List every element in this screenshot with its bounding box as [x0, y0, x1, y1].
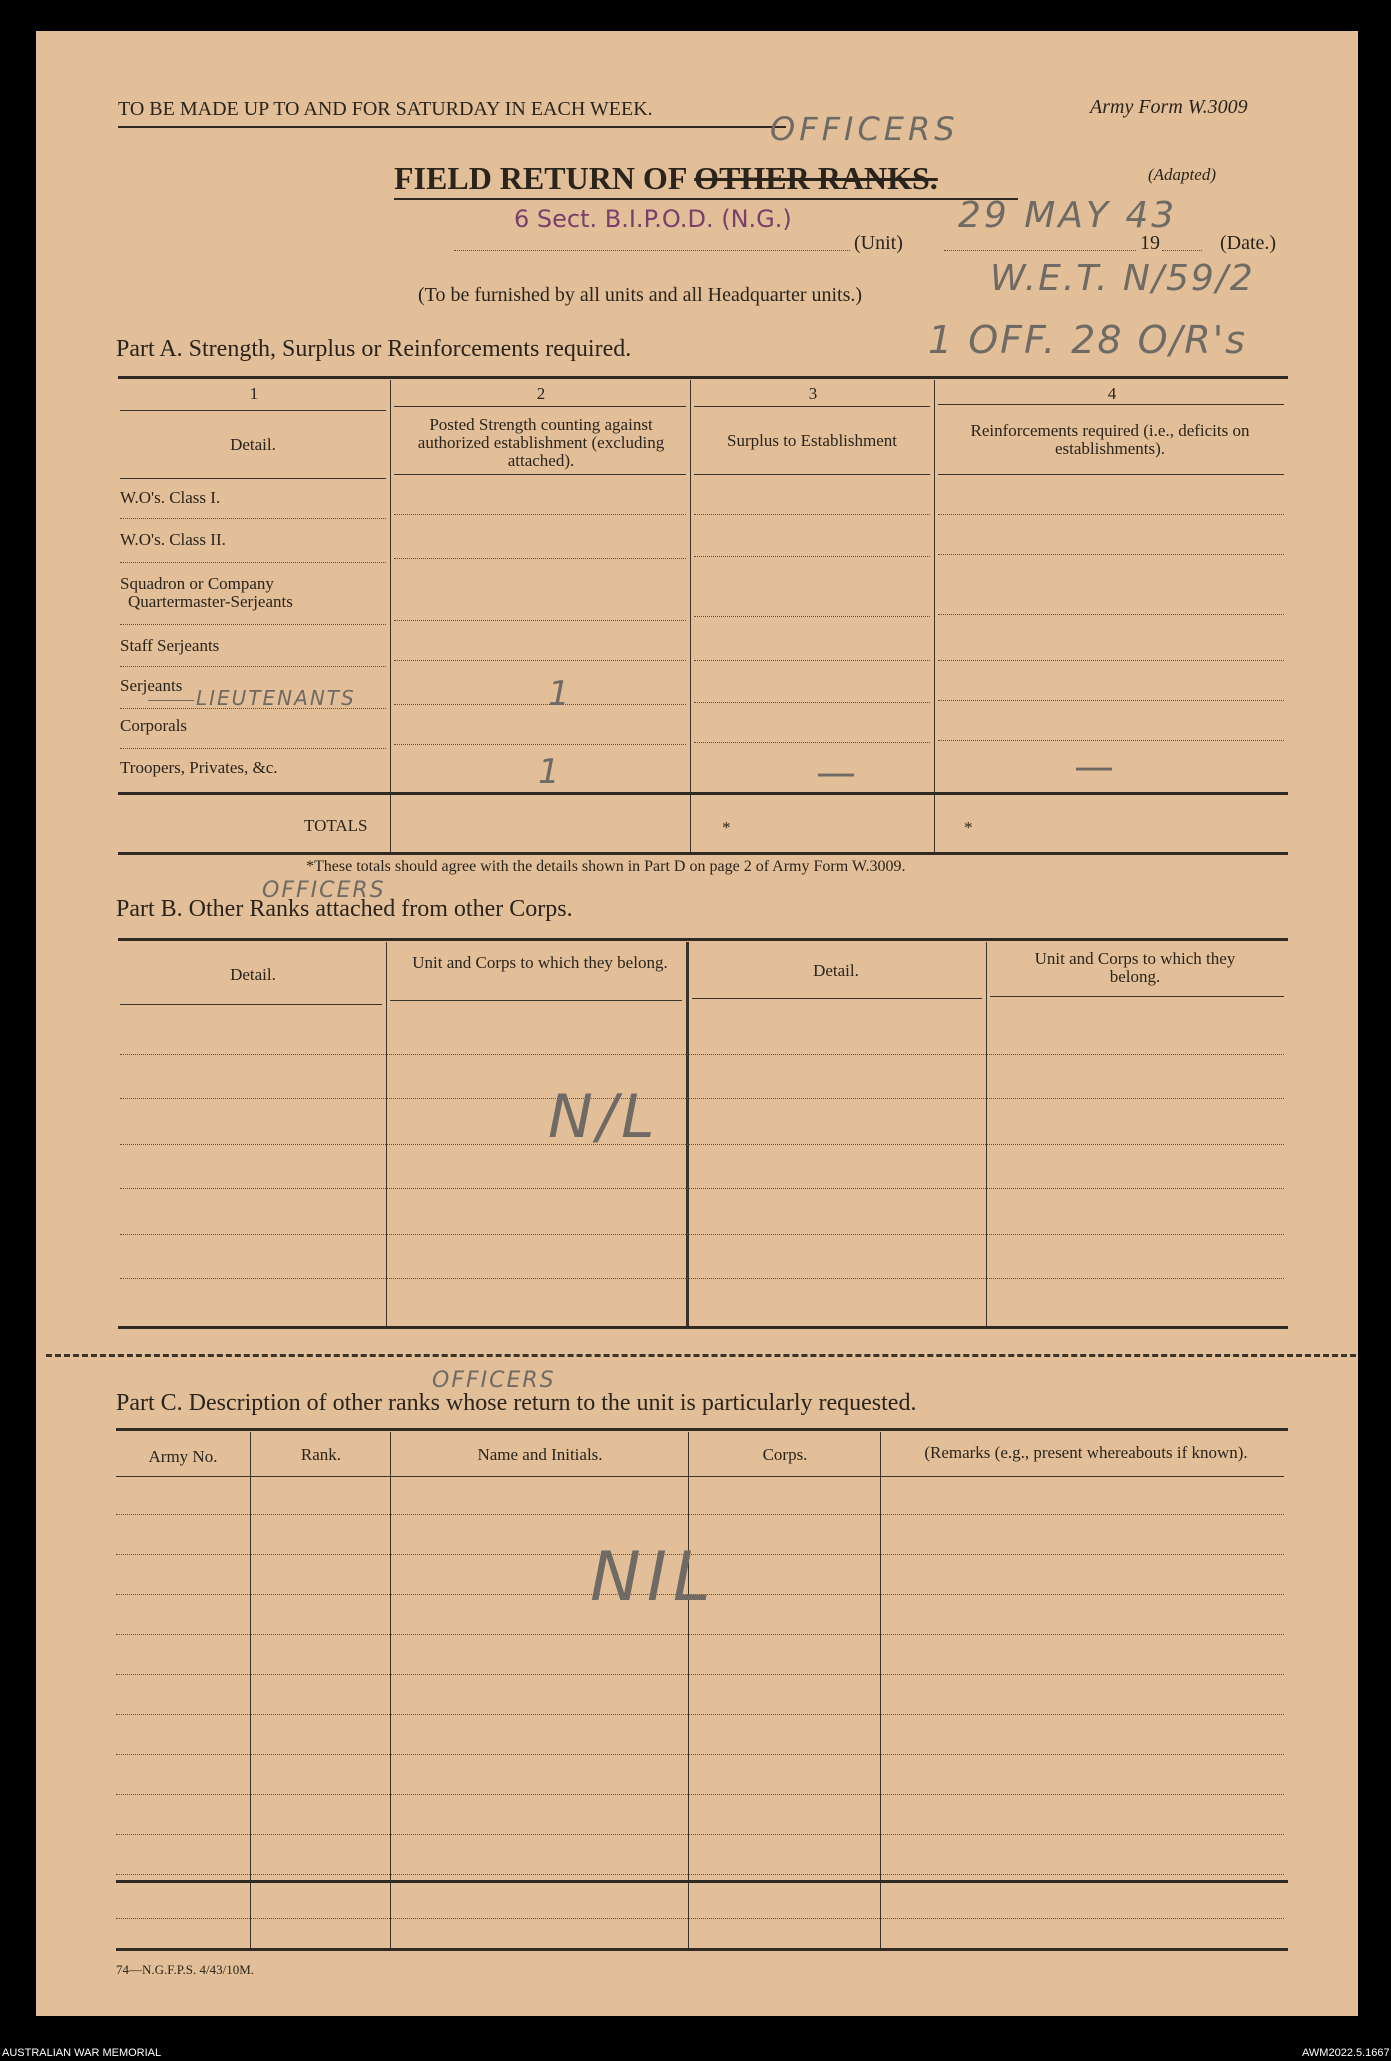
part-c-divider-2 [390, 1432, 391, 1948]
part-b-head-detail-left: Detail. [230, 965, 276, 984]
archive-credit-left: AUSTRALIAN WAR MEMORIAL [2, 2047, 162, 2059]
row-troopers-privates: Troopers, Privates, &c. [120, 758, 278, 777]
part-c-totals-rule [116, 1880, 1288, 1883]
part-a-row-rule [394, 558, 686, 559]
part-a-totals-rule [118, 792, 1288, 795]
part-a-head-detail: Detail. [230, 435, 276, 454]
part-c-row-rule [116, 1874, 1284, 1875]
part-c-head-rank: Rank. [300, 1445, 342, 1464]
part-c-row-rule [116, 1514, 1284, 1515]
weekly-instruction: TO BE MADE UP TO AND FOR SATURDAY IN EACH WEEK. [118, 98, 653, 120]
part-a-row-rule [120, 666, 386, 667]
col-number-underline-2 [394, 406, 686, 407]
row-wo-class-1: W.O's. Class I. [120, 488, 221, 507]
part-b-row-rule [120, 1188, 1284, 1189]
col-number-4: 4 [1107, 384, 1117, 403]
unit-label: (Unit) [854, 232, 903, 254]
part-a-title: Part A. Strength, Surplus or Reinforcements required. [116, 336, 632, 362]
part-a-row-rule [120, 624, 386, 625]
totals-footnote: *These totals should agree with the details shown in Part D on page 2 of Army Form W.3009. [306, 858, 906, 875]
part-a-divider-1 [390, 380, 391, 854]
part-c-head-rule [116, 1476, 1284, 1477]
adapted-label: (Adapted) [1148, 165, 1216, 184]
title-underline [394, 198, 1018, 200]
serjeants-strike-mark [148, 700, 194, 701]
title-correction-handwritten: OFFICERS [770, 110, 959, 148]
part-c-row-rule [116, 1714, 1284, 1715]
part-c-row-rule [116, 1634, 1284, 1635]
part-b-row-rule [120, 1234, 1284, 1235]
surplus-troopers-dash-handwritten: — [816, 750, 856, 796]
date-handwritten: 29 MAY 43 [958, 195, 1178, 236]
instruction-underline [118, 126, 786, 128]
unit-stamp: 6 Sect. B.I.P.O.D. (N.G.) [514, 205, 792, 233]
unit-field-dots [454, 250, 850, 251]
part-c-head-corps: Corps. [762, 1445, 808, 1464]
part-b-head-unit-right: Unit and Corps to which they belong. [1034, 949, 1236, 986]
surplus-total-asterisk: * [722, 818, 731, 837]
part-c-row-rule [116, 1794, 1284, 1795]
part-b-nil-handwritten: N/L [548, 1082, 659, 1152]
part-a-row-rule [938, 514, 1284, 515]
form-number: Army Form W.3009 [1090, 96, 1248, 118]
part-b-head-rule [692, 998, 982, 999]
part-b-head-rule [990, 996, 1284, 997]
part-c-correction-handwritten: OFFICERS [432, 1368, 556, 1393]
part-b-head-detail-right: Detail. [813, 961, 859, 980]
date-label: (Date.) [1220, 232, 1277, 254]
posted-troopers-value-handwritten: 1 [538, 752, 560, 792]
serjeants-correction-handwritten: LIEUTENANTS [196, 686, 356, 710]
print-code: 74—N.G.F.P.S. 4/43/10M. [116, 1962, 255, 1977]
reinforcements-troopers-dash-handwritten: — [1074, 744, 1114, 790]
part-a-bottom-rule [118, 852, 1288, 855]
row-sqn-coy-qms-line1: Squadron or Company [120, 574, 274, 593]
col-number-3: 3 [808, 384, 818, 403]
row-wo-class-2: W.O's. Class II. [120, 530, 226, 549]
year-field-dots [1162, 250, 1202, 251]
part-a-row-rule [120, 748, 386, 749]
part-b-correction-handwritten: OFFICERS [262, 878, 386, 903]
archive-reference-right: AWM2022.5.1667 [1302, 2047, 1390, 2059]
row-serjeants: Serjeants [120, 676, 183, 695]
part-c-top-rule [116, 1428, 1288, 1431]
title-struck-text: OTHER RANKS. [694, 160, 938, 196]
part-b-divider-3 [986, 942, 987, 1326]
part-a-row-rule [694, 660, 930, 661]
perforation-line [46, 1354, 1356, 1357]
form-title [394, 160, 938, 197]
part-a-row-rule [120, 562, 386, 563]
part-a-head-posted: Posted Strength counting against authorized establishment (excluding attached). [417, 415, 665, 470]
part-a-row-rule [394, 744, 686, 745]
part-a-row-rule [120, 708, 386, 709]
part-a-row-rule [938, 740, 1284, 741]
col-number-2: 2 [536, 384, 546, 403]
part-b-head-unit-left: Unit and Corps to which they belong. [412, 953, 668, 972]
col-number-underline-4 [938, 404, 1284, 405]
part-a-head-reinforcements: Reinforcements required (i.e., deficits on establishments). [970, 421, 1250, 458]
part-c-nil-handwritten: NIL [590, 1538, 717, 1617]
part-c-title: Part C. Description of other ranks whose return to the unit is particularly requested. [116, 1390, 917, 1416]
part-a-divider-2 [690, 380, 691, 854]
part-c-bottom-rule [116, 1948, 1288, 1951]
part-c-divider-4 [880, 1432, 881, 1948]
part-a-row-rule [394, 620, 686, 621]
part-a-row-rule [694, 514, 930, 515]
reinforcements-total-asterisk: * [964, 818, 973, 837]
part-a-head-rule-1 [120, 478, 386, 479]
part-a-row-rule [938, 554, 1284, 555]
totals-label: TOTALS [304, 816, 368, 835]
part-a-divider-3 [934, 380, 935, 854]
part-a-row-rule [120, 518, 386, 519]
posted-serjeants-value-handwritten: 1 [548, 674, 570, 714]
part-b-head-rule [390, 1000, 682, 1001]
part-b-row-rule [120, 1098, 1284, 1099]
part-c-row-rule [116, 1754, 1284, 1755]
part-a-row-rule [394, 514, 686, 515]
row-corporals: Corporals [120, 716, 188, 735]
part-b-divider-2 [686, 942, 689, 1326]
part-b-top-rule [118, 938, 1288, 941]
col-number-underline-3 [694, 406, 930, 407]
part-a-row-rule [694, 616, 930, 617]
reference-handwritten: W.E.T. N/59/2 [990, 258, 1255, 299]
part-b-row-rule [120, 1054, 1284, 1055]
part-a-row-rule [394, 660, 686, 661]
strength-count-handwritten: 1 OFF. 28 O/R's [928, 318, 1247, 362]
part-c-divider-1 [250, 1432, 251, 1948]
part-a-row-rule [938, 660, 1284, 661]
part-a-head-rule-2 [394, 474, 686, 475]
part-c-head-name: Name and Initials. [477, 1445, 603, 1464]
part-a-row-rule [694, 556, 930, 557]
date-field-dots [944, 250, 1136, 251]
part-c-row-rule [116, 1834, 1284, 1835]
part-b-title: Part B. Other Ranks attached from other Corps. [116, 896, 573, 922]
part-b-head-rule [120, 1004, 382, 1005]
row-sqn-coy-qms-line2: Quartermaster-Serjeants [128, 592, 293, 611]
part-b-row-rule [120, 1278, 1284, 1279]
col-number-1: 1 [249, 384, 259, 403]
part-a-top-rule [118, 376, 1288, 379]
part-c-head-remarks: (Remarks (e.g., present whereabouts if known). [924, 1443, 1248, 1462]
part-a-head-rule-3 [694, 474, 930, 475]
title-prefix: FIELD RETURN OF [394, 160, 695, 196]
row-staff-serjeants: Staff Serjeants [120, 636, 220, 655]
part-a-head-rule-4 [938, 474, 1284, 475]
year-prefix: 19 [1140, 232, 1160, 254]
part-c-divider-3 [688, 1432, 689, 1948]
part-a-row-rule [938, 614, 1284, 615]
part-c-row-rule [116, 1918, 1284, 1919]
furnished-note: (To be furnished by all units and all Headquarter units.) [418, 284, 863, 306]
part-c-head-army-no: Army No. [148, 1447, 218, 1466]
part-a-row-rule [394, 704, 686, 705]
part-a-row-rule [694, 702, 930, 703]
part-a-head-surplus: Surplus to Establishment [727, 431, 897, 450]
part-b-bottom-rule [118, 1326, 1288, 1329]
part-a-row-rule [938, 700, 1284, 701]
part-c-row-rule [116, 1674, 1284, 1675]
part-b-divider-1 [386, 942, 387, 1326]
col-number-underline-1 [120, 410, 386, 411]
part-b-row-rule [120, 1144, 1284, 1145]
part-a-row-rule [694, 742, 930, 743]
